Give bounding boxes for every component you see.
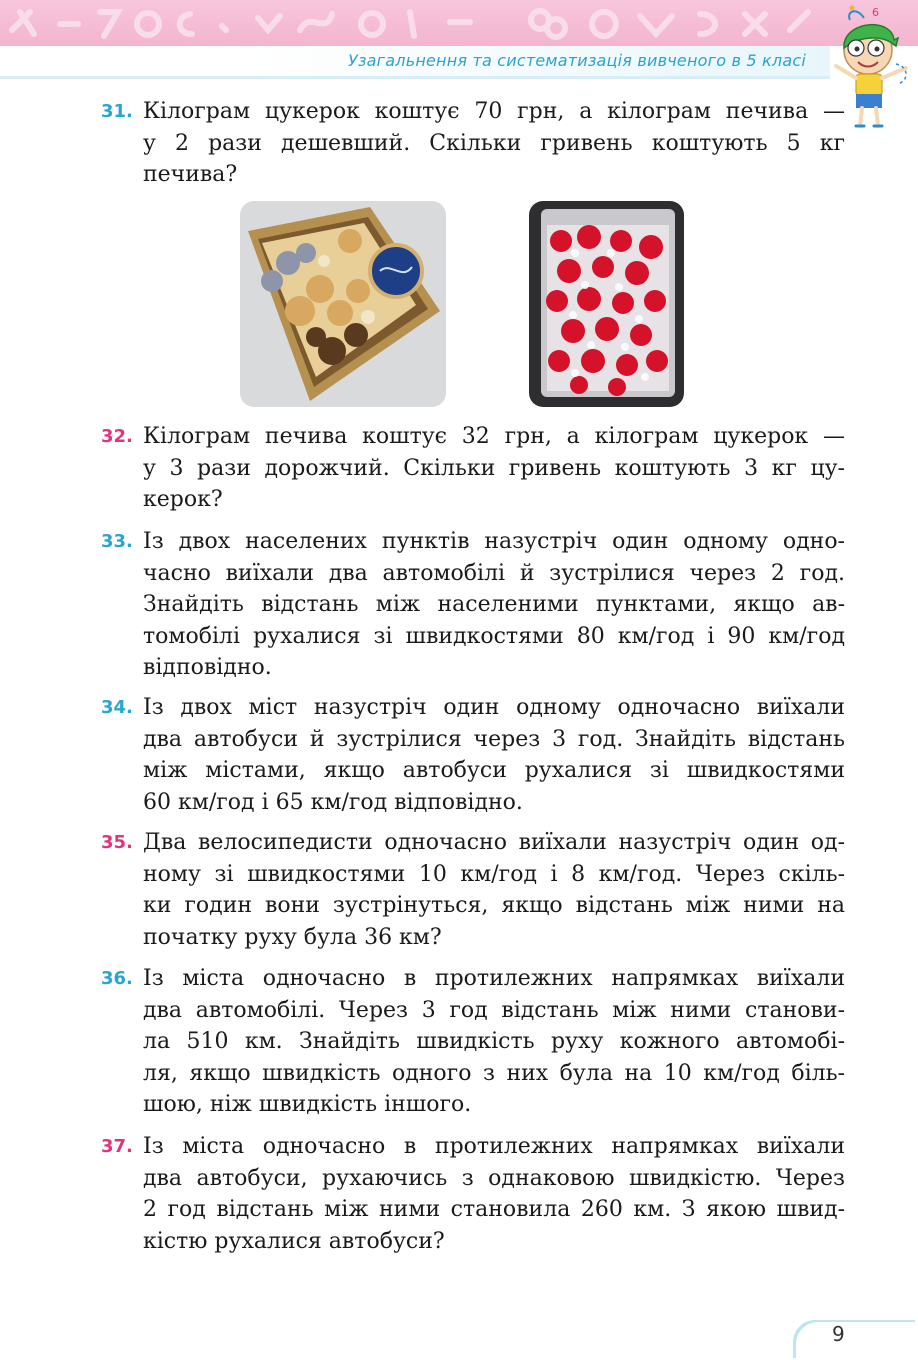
problem-number: 32. — [101, 426, 133, 447]
problem-text-line: у 3 рази дорожчий. Скільки гривень коштують 3 кг цу- — [143, 455, 845, 481]
page-number: 9 — [832, 1322, 845, 1346]
problem-text-line: томобілі рухалися зі швидкостями 80 км/год і 90 км/год — [143, 623, 845, 649]
problem-number: 31. — [101, 101, 133, 122]
problem-text-line: керок? — [143, 487, 223, 512]
problem-text — [143, 96, 845, 191]
header-decoration — [0, 0, 830, 46]
problem-text-line: Із двох населених пунктів назустріч один одному одно- — [143, 529, 845, 554]
problem-text-line: кістю рухалися автобуси? — [143, 1228, 445, 1254]
problem-text-line: у 2 рази дешевший. Скільки гривень коштують 5 кг — [143, 130, 845, 156]
problem-text-line: Кілограм печива коштує 32 грн, а кілограм цукерок — — [143, 424, 845, 449]
problem-text-line: Із двох міст назустріч один одному одночасно виїхали — [143, 695, 845, 720]
problem-number: 37. — [101, 1136, 133, 1157]
problem-text-line: часно виїхали два автомобілі й зустрілися через 2 год. — [143, 560, 845, 586]
problem-text-line: два автобуси й зустрілися через 3 год. Знайдіть відстань — [143, 726, 845, 752]
problem-number: 36. — [101, 968, 133, 989]
candies-bag-photo — [529, 201, 684, 407]
problem-text — [143, 421, 845, 516]
problem-text-line: Із міста одночасно в протилежних напрямках виїхали — [143, 1134, 845, 1159]
problem-text-line: 60 км/год і 65 км/год відповідно. — [143, 789, 523, 815]
problem-text — [143, 1131, 845, 1257]
problem-text-line: два автобуси, рухаючись з однаковою швидкістю. Через — [143, 1165, 845, 1191]
problem-text-line: відповідно. — [143, 655, 272, 680]
problem-text-line: початку руху була 36 км? — [143, 924, 442, 950]
problem-text-line: два автомобілі. Через 3 год відстань між ними станови- — [143, 997, 845, 1023]
problem-text — [143, 526, 845, 684]
problem-number: 34. — [101, 697, 133, 718]
problem-text-line: Із міста одночасно в протилежних напрямках виїхали — [143, 966, 845, 991]
problem-text-line: Кілограм цукерок коштує 70 грн, а кілограм печива — — [143, 99, 845, 124]
page-number-tab — [796, 1322, 918, 1360]
problem-text-line: між містами, якщо автобуси рухалися зі швидкостями — [143, 758, 845, 783]
cookies-box-photo — [240, 201, 446, 407]
problem-text-line: Два велосипедисти одночасно виїхали назустріч один од- — [143, 830, 845, 855]
problem-text-line: ки годин вони зустрінуться, якщо відстань між ними на — [143, 893, 845, 918]
problem-text-line: ла 510 км. Знайдіть швидкість руху кожного автомобі- — [143, 1029, 845, 1054]
problem-number: 35. — [101, 832, 133, 853]
problem-text-line: шою, ніж швидкість іншого. — [143, 1092, 472, 1117]
problem-text-line: Знайдіть відстань між населеними пунктами, якщо ав- — [143, 592, 845, 617]
problem-text — [143, 692, 845, 818]
problem-text-line: ля, якщо швидкість одного з них була на 10 км/год біль- — [143, 1060, 845, 1086]
chapter-subtitle: Узагальнення та систематизація вивченого в 5 класі — [348, 51, 806, 70]
problem-text — [143, 963, 845, 1121]
problem-text-line: 2 год відстань між ними становила 260 км. З якою швид- — [143, 1197, 845, 1222]
mascot-badge: 6 — [872, 6, 879, 19]
problem-text-line: ному зі швидкостями 10 км/год і 8 км/год. Через скіль- — [143, 861, 845, 887]
problem-text — [143, 827, 845, 953]
problem-number: 33. — [101, 531, 133, 552]
problem-text-line: печива? — [143, 162, 238, 187]
